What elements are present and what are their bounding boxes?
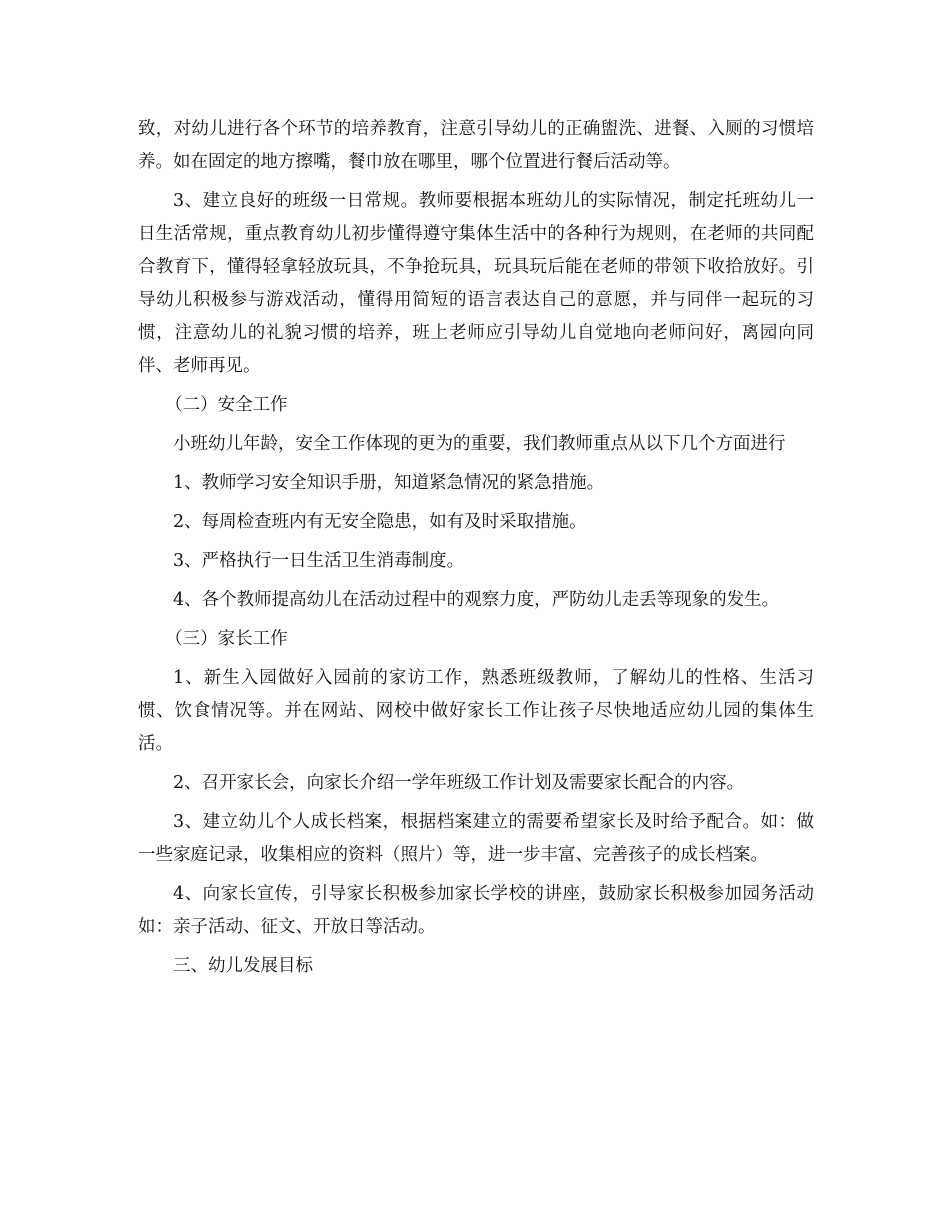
list-item-parents-3: 3、建立幼儿个人成长档案，根据档案建立的需要希望家长及时给予配合。如：做一些家庭记录，收集相应的资料（照片）等，进一步丰富、完善孩子的成长档案。 <box>138 812 814 865</box>
list-item-parents-1: 1、新生入园做好入园前的家访工作，熟悉班级教师，了解幼儿的性格、生活习惯、饮食情况等。并在网站、网校中做好家长工作让孩子尽快地适应幼儿园的集体生活。 <box>138 668 814 754</box>
list-item-safety-1: 1、教师学习安全知识手册，知道紧急情况的紧急措施。 <box>173 473 605 493</box>
list-item-safety-4: 4、各个教师提高幼儿在活动过程中的观察力度，严防幼儿走丢等现象的发生。 <box>173 590 780 610</box>
list-item-safety-3: 3、严格执行一日生活卫生消毒制度。 <box>173 551 465 571</box>
section-heading-safety: （二）安全工作 <box>165 395 288 415</box>
section-heading-development-goals: 三、幼儿发展目标 <box>173 956 313 976</box>
list-item-safety-2: 2、每周检查班内有无安全隐患，如有及时采取措施。 <box>173 512 587 532</box>
paragraph-daily-routine: 3、建立良好的班级一日常规。教师要根据本班幼儿的实际情况，制定托班幼儿一日生活常规，重点教育幼儿初步懂得遵守集体生活中的各种行为规则，在老师的共同配合教育下，懂得轻拿轻放玩具，不争抢玩具，玩具玩后能在老师的带领下收拾放好。引导幼儿积极参与游戏活动，懂得用简短的语言表达自己的意愿，并与同伴一起玩的习惯，注意幼儿的礼貌习惯的培养，班上老师应引导幼儿自觉地向老师问好，离园向同伴、老师再见。 <box>138 191 814 376</box>
list-item-parents-4: 4、向家长宣传，引导家长积极参加家长学校的讲座，鼓励家长积极参加园务活动如：亲子活动、征文、开放日等活动。 <box>138 884 814 937</box>
section-heading-parents: （三）家长工作 <box>165 629 288 649</box>
document-body <box>138 113 814 989</box>
paragraph-hygiene-habits: 致，对幼儿进行各个环节的培养教育，注意引导幼儿的正确盥洗、进餐、入厕的习惯培养。如在固定的地方擦嘴，餐巾放在哪里，哪个位置进行餐后活动等。 <box>138 119 814 172</box>
paragraph-safety-intro: 小班幼儿年龄，安全工作体现的更为的重要，我们教师重点从以下几个方面进行 <box>173 434 786 454</box>
list-item-parents-2: 2、召开家长会，向家长介绍一学年班级工作计划及需要家长配合的内容。 <box>173 773 745 793</box>
